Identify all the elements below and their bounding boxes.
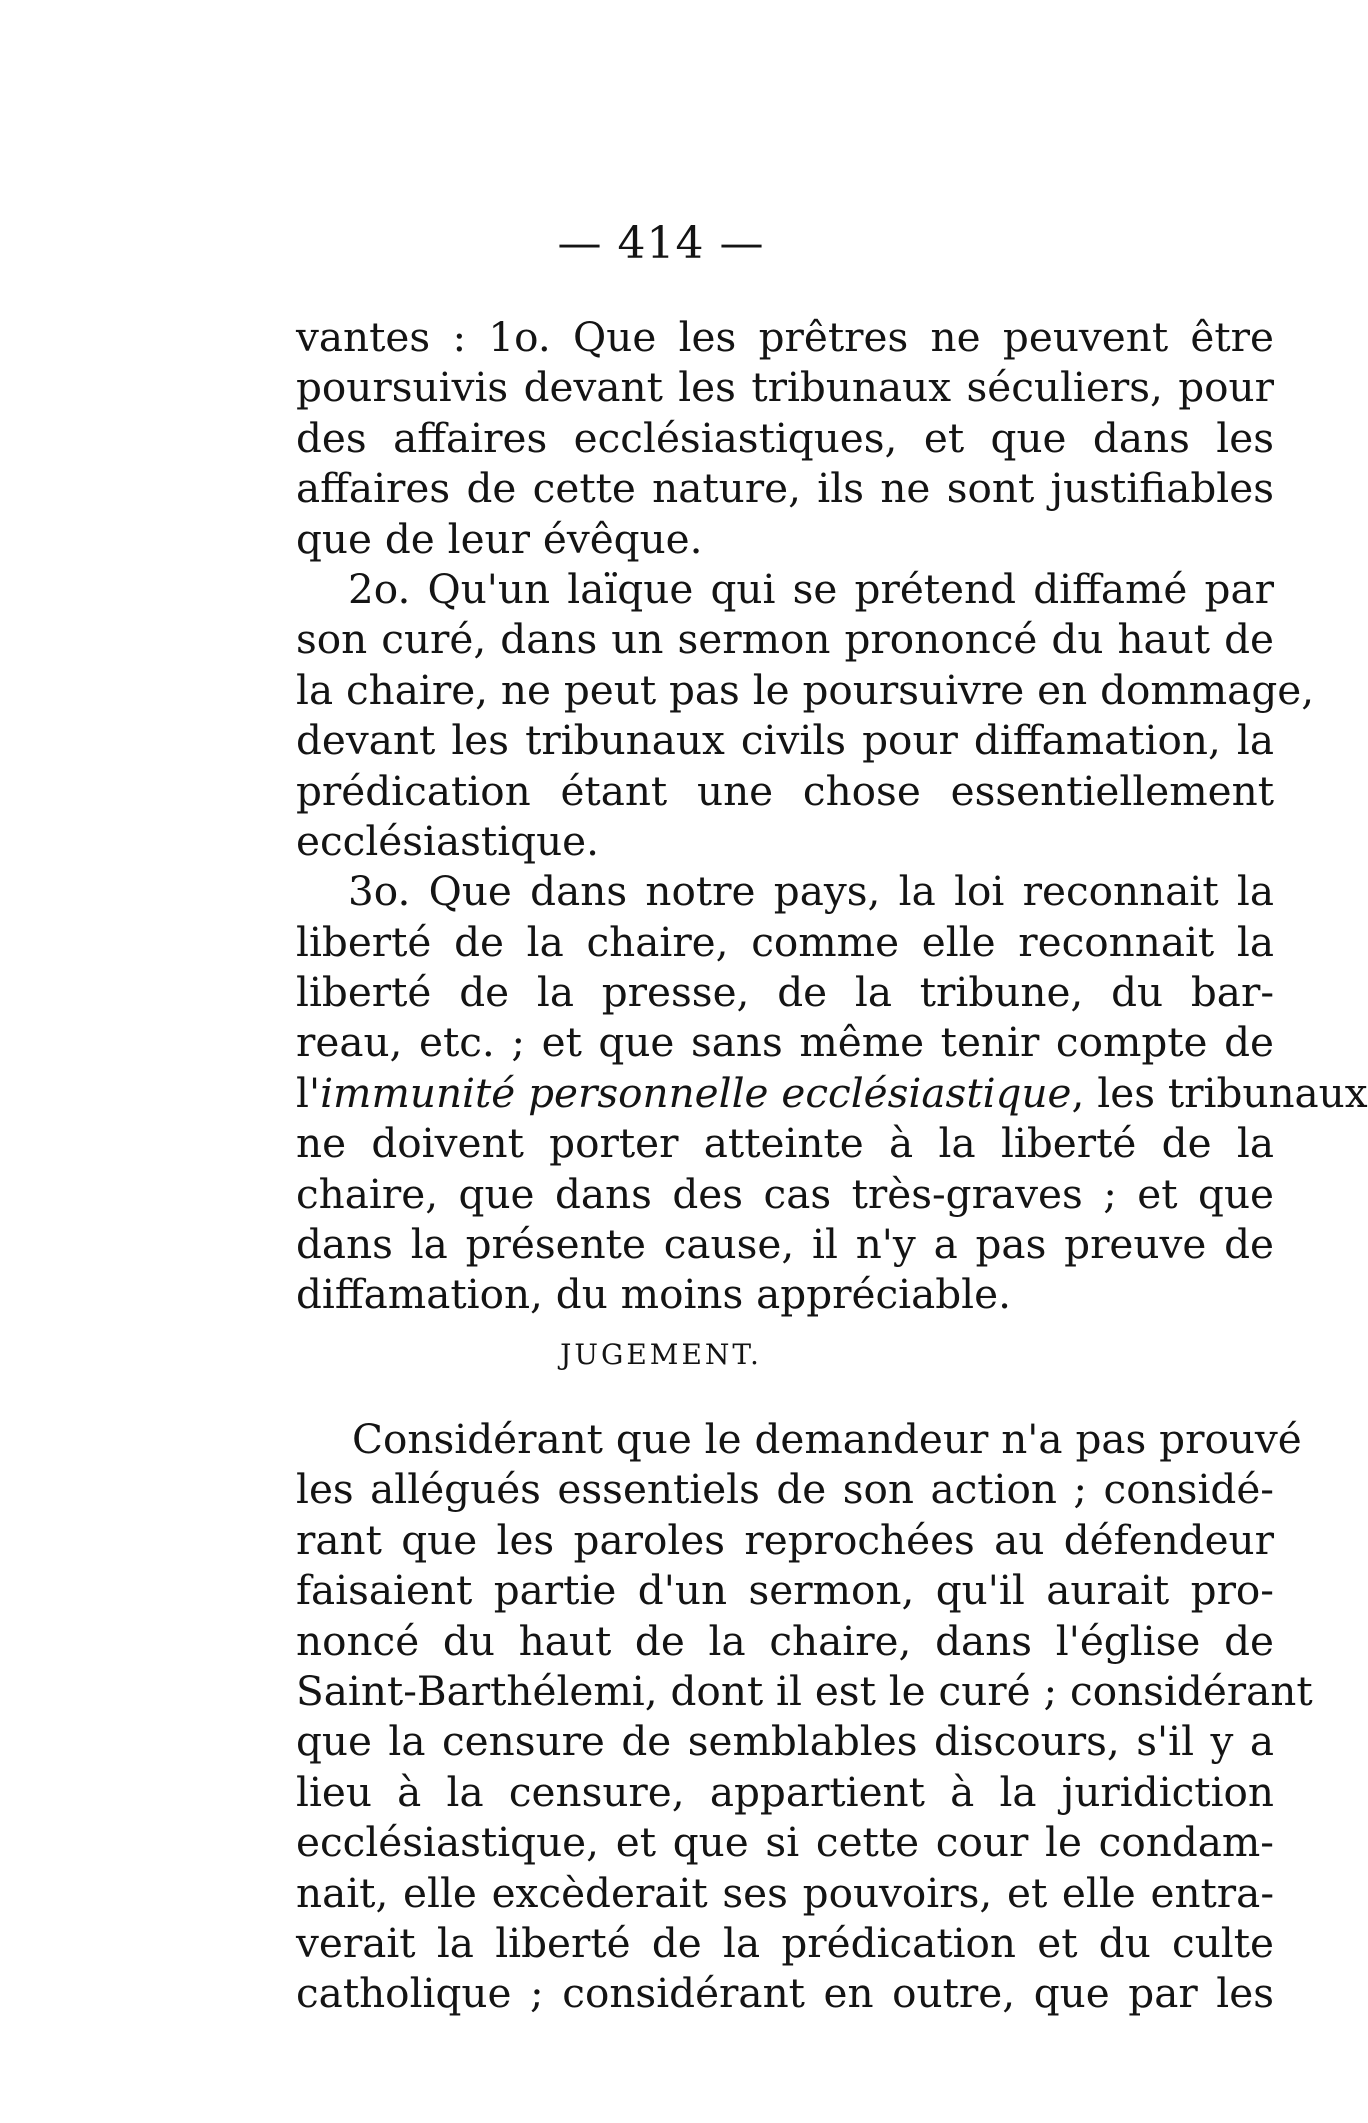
text-line: son curé, dans un sermon prononcé du haut de xyxy=(296,615,1274,664)
text-line: faisaient partie d'un sermon, qu'il aurait pro- xyxy=(296,1566,1274,1615)
page-number: — 414 — xyxy=(557,218,765,269)
text-line: vantes : 1o. Que les prêtres ne peuvent être xyxy=(296,313,1274,361)
text-line: que la censure de semblables discours, s'il y a xyxy=(296,1717,1274,1766)
text-line: devant les tribunaux civils pour diffamation, la xyxy=(296,716,1274,765)
text-fragment: , les tribunaux xyxy=(1071,1068,1368,1117)
text-line: ecclésiastique, et que si cette cour le condam- xyxy=(296,1818,1274,1867)
text-line: noncé du haut de la chaire, dans l'église de xyxy=(296,1616,1274,1665)
text-line: lieu à la censure, appartient à la juridiction xyxy=(296,1767,1274,1816)
text-line: la chaire, ne peut pas le poursuivre en dommage, xyxy=(296,665,1315,714)
text-line: nait, elle excèderait ses pouvoirs, et elle entra- xyxy=(296,1868,1274,1917)
text-line: des affaires ecclésiastiques, et que dans les xyxy=(296,413,1274,462)
text-line: liberté de la presse, de la tribune, du bar- xyxy=(296,968,1274,1017)
text-line: catholique ; considérant en outre, que par les xyxy=(296,1969,1274,2018)
text-line: Considérant que le demandeur n'a pas prouvé xyxy=(352,1415,1302,1463)
body-text xyxy=(296,312,1368,1320)
text-line: 3o. Que dans notre pays, la loi reconnait la xyxy=(348,867,1274,916)
text-line: Saint-Barthélemi, dont il est le curé ; considérant xyxy=(296,1666,1313,1715)
judgment-text xyxy=(296,1414,1313,2019)
text-line: les allégués essentiels de son action ; considé- xyxy=(296,1465,1274,1514)
text-line: affaires de cette nature, ils ne sont justifiables xyxy=(296,464,1274,513)
text-line: diffamation, du moins appréciable. xyxy=(296,1270,1011,1319)
text-line: chaire, que dans des cas très-graves ; et que xyxy=(296,1169,1274,1218)
text-line: verait la liberté de la prédication et du culte xyxy=(296,1918,1274,1967)
text-line: rant que les paroles reprochées au défendeur xyxy=(296,1515,1274,1564)
text-line: ecclésiastique. xyxy=(296,816,599,865)
text-line: liberté de la chaire, comme elle reconnait la xyxy=(296,917,1274,966)
italic-phrase: immunité personnelle ecclésiastique xyxy=(320,1068,1072,1117)
section-heading: JUGEMENT. xyxy=(560,1338,762,1371)
text-line: poursuivis devant les tribunaux séculiers, pour xyxy=(296,363,1274,412)
text-line: prédication étant une chose essentiellement xyxy=(296,766,1274,815)
text-line-with-italic xyxy=(296,1068,1368,1118)
text-fragment: l' xyxy=(296,1068,321,1117)
text-line: reau, etc. ; et que sans même tenir compte de xyxy=(296,1018,1274,1067)
text-line: que de leur évêque. xyxy=(296,514,703,563)
text-line: ne doivent porter atteinte à la liberté de la xyxy=(296,1119,1274,1168)
text-line: dans la présente cause, il n'y a pas preuve de xyxy=(296,1220,1274,1269)
text-line: 2o. Qu'un laïque qui se prétend diffamé par xyxy=(348,564,1274,613)
